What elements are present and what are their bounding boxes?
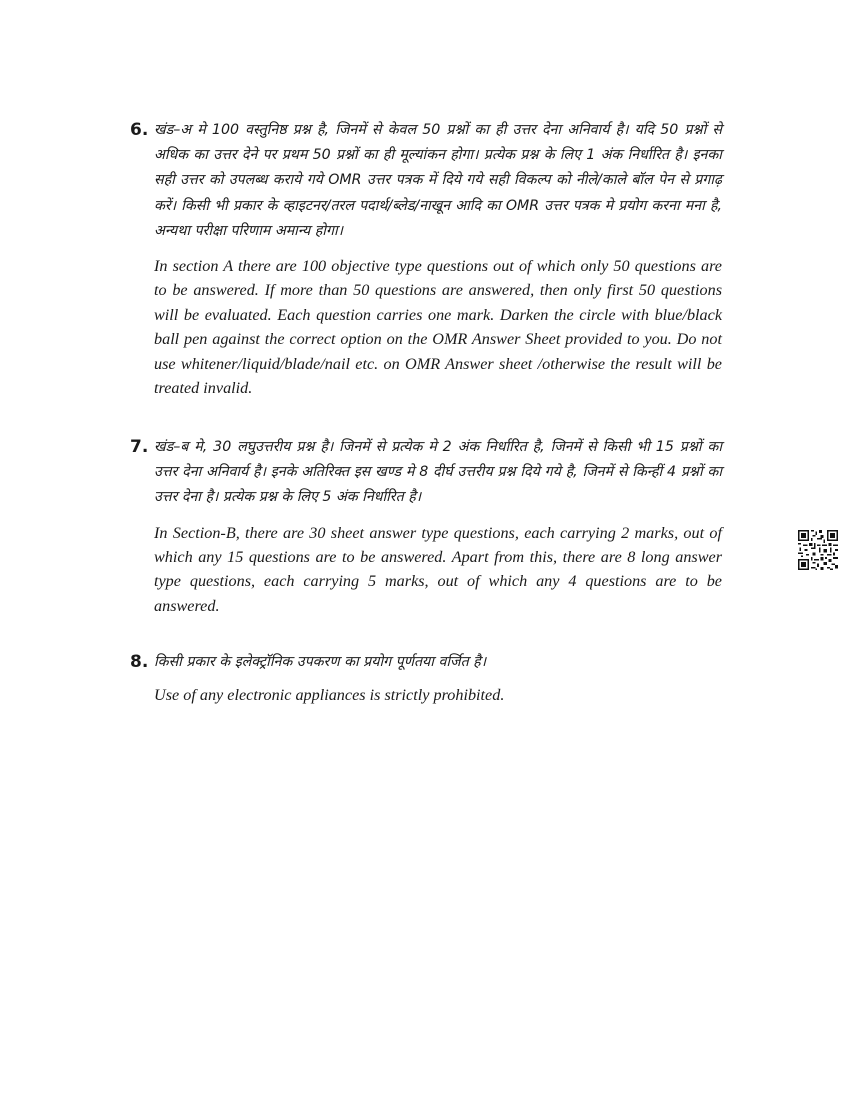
instruction-number: 6. — [130, 120, 149, 140]
instruction-number: 8. — [130, 652, 149, 672]
instruction-6 — [130, 118, 722, 400]
instruction-7 — [130, 435, 722, 618]
instruction-hindi-text: खंड–ब मे, 30 लघुउत्तरीय प्रश्न है। जिनमें से प्रत्येक मे 2 अंक निर्धारित है, जिनमें से किसी भी 15 प्रश्नों का उत्तर देना अनिवार्य है। इनके अतिरिक्त इस खण्ड मे 8 दीर्घ उत्तरीय प्रश्न दिये गये है, जिनमें से किन्हीं 4 प्रश्नों का उत्तर देना है। प्रत्येक प्रश्न के लिए 5 अंक निर्धारित है। — [154, 439, 722, 506]
instruction-number: 7. — [130, 437, 149, 457]
qr-code-icon — [798, 530, 838, 570]
instruction-english-text: Use of any electronic appliances is strictly prohibited. — [154, 686, 505, 705]
instruction-english-text: In section A there are 100 objective type questions out of which only 50 questions are to be answered. If more than 50 questions are answered, then only first 50 questions will be evaluated. Each question carries one mark. Darken the circle with blue/black ball pen against the correct option on the OMR Answer Sheet provided to you. Do not use whitener/liquid/blade/nail etc. on OMR Answer sheet /otherwise the result will be treated invalid. — [154, 257, 722, 398]
instruction-8 — [130, 650, 722, 708]
instruction-hindi-text: खंड–अ मे 100 वस्तुनिष्ठ प्रश्न है, जिनमें से केवल 50 प्रश्नों का ही उत्तर देना अनिवार्य है। यदि 50 प्रश्नों से अधिक का उत्तर देने पर प्रथम 50 प्रश्नों का ही मूल्यांकन होगा। प्रत्येक प्रश्न के लिए 1 अंक निर्धारित है। इनका सही उत्तर को उपलब्ध कराये गये OMR उत्तर पत्रक में दिये गये सही विकल्प को नीले/काले बॉल पेन से प्रगाढ़ करें। किसी भी प्रकार के व्हाइटनर/तरल पदार्थ/ब्लेड/नाखून आदि का OMR उत्तर पत्रक मे प्रयोग करना मना है, अन्यथा परीक्षा परिणाम अमान्य होगा। — [154, 122, 722, 239]
instruction-english-text: In Section-B, there are 30 sheet answer type questions, each carrying 2 marks, out of which any 15 questions are to be answered. Apart from this, there are 8 long answer type questions, each carrying 5 marks, out of which any 4 questions are to be answered. — [154, 523, 722, 615]
instruction-hindi-text: किसी प्रकार के इलेक्ट्रॉनिक उपकरण का प्रयोग पूर्णतया वर्जित है। — [154, 654, 487, 670]
